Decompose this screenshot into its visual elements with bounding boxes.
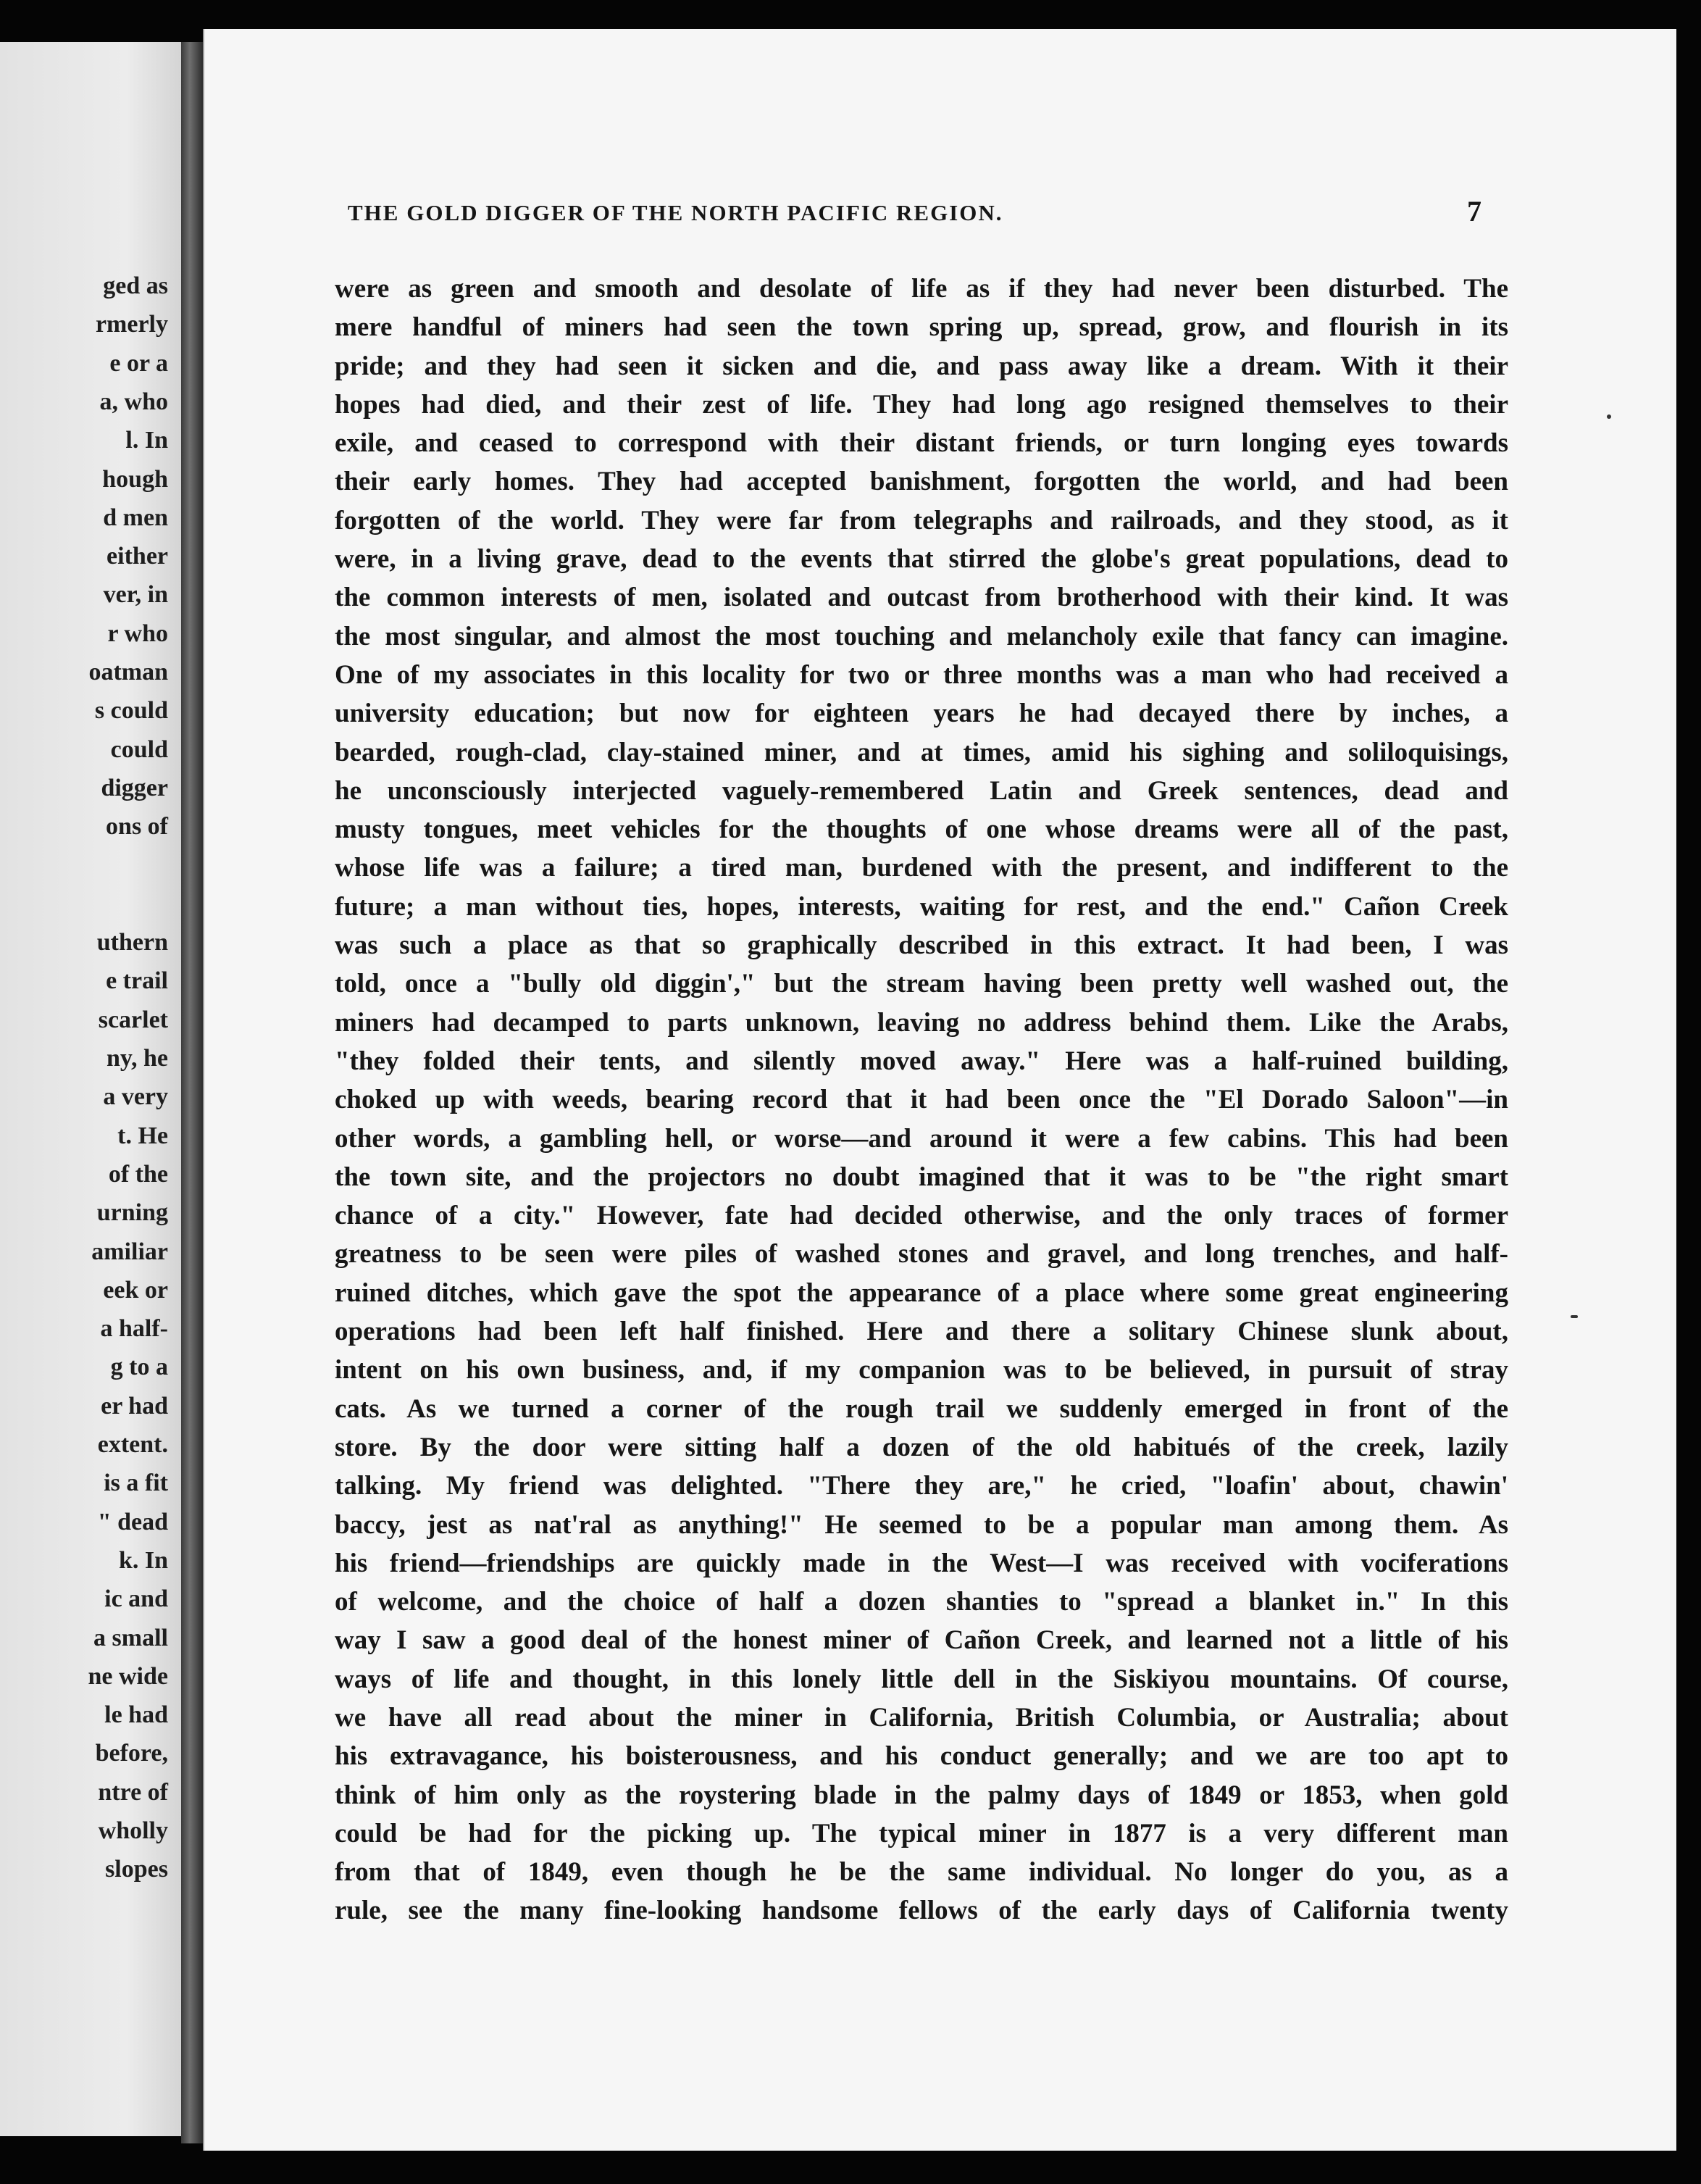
- scan-speck: [1571, 1315, 1578, 1318]
- text-line: his extravagance, his boisterousness, and his conduct generally; and we are too apt to: [335, 1741, 1508, 1772]
- text-line: of welcome, and the choice of half a dozen shanties to "spread a blanket in." In this: [335, 1587, 1508, 1617]
- facing-page-line: amiliar: [91, 1238, 168, 1265]
- text-line: his friend—friendships are quickly made in the West—I was received with vociferations: [335, 1548, 1508, 1578]
- text-line: greatness to be seen were piles of washed stones and gravel, and long trenches, and half-: [335, 1239, 1508, 1270]
- text-line: ways of life and thought, in this lonely little dell in the Siskiyou mountains. Of course,: [335, 1664, 1508, 1694]
- facing-page-line: e trail: [106, 967, 168, 995]
- facing-page-line: ny, he: [106, 1045, 168, 1072]
- facing-page-line: of the: [108, 1160, 168, 1188]
- text-line: ruined ditches, which gave the spot the appearance of a place where some great engineering: [335, 1278, 1508, 1308]
- facing-page-line: slopes: [105, 1856, 168, 1883]
- book-gutter: [181, 42, 203, 2143]
- facing-page-line: rmerly: [95, 311, 168, 338]
- text-line: bearded, rough-clad, clay-stained miner, and at times, amid his sighing and soliloquisings,: [335, 737, 1508, 767]
- text-line: way I saw a good deal of the honest miner of Cañon Creek, and learned not a little of his: [335, 1625, 1508, 1656]
- text-line: forgotten of the world. They were far from telegraphs and railroads, and they stood, as it: [335, 505, 1508, 535]
- text-line: the town site, and the projectors no doubt imagined that it was to be "the right smart: [335, 1162, 1508, 1192]
- text-line: could be had for the picking up. The typical miner in 1877 is a very different man: [335, 1818, 1508, 1849]
- facing-page-line: a very: [103, 1083, 168, 1111]
- text-line: "they folded their tents, and silently moved away." Here was a half-ruined building,: [335, 1046, 1508, 1076]
- text-line: mere handful of miners had seen the town spring up, spread, grow, and flourish in its: [335, 312, 1508, 343]
- facing-page-line: ntre of: [98, 1778, 168, 1806]
- running-header: THE GOLD DIGGER OF THE NORTH PACIFIC REGION.: [348, 200, 1003, 225]
- facing-page-line: " dead: [97, 1508, 168, 1535]
- facing-page-line: e or a: [109, 349, 168, 377]
- text-line: choked up with weeds, bearing record that it had been once the "El Dorado Saloon"—in: [335, 1085, 1508, 1115]
- page-number: 7: [1467, 195, 1481, 228]
- facing-page-line: is a fit: [104, 1470, 168, 1497]
- facing-page-line: k. In: [118, 1546, 168, 1574]
- facing-page-line: r who: [107, 620, 168, 647]
- text-line: chance of a city." However, fate had decided otherwise, and the only traces of former: [335, 1201, 1508, 1231]
- text-line: baccy, jest as nat'ral as anything!" He seemed to be a popular man among them. As: [335, 1509, 1508, 1540]
- text-line: intent on his own business, and, if my companion was to be believed, in pursuit of stray: [335, 1355, 1508, 1385]
- facing-page-line: d men: [103, 504, 168, 531]
- text-line: talking. My friend was delighted. "There they are," he cried, "loafin' about, chawin': [335, 1471, 1508, 1501]
- text-line: the most singular, and almost the most touching and melancholy exile that fancy can imagine.: [335, 621, 1508, 651]
- text-line: university education; but now for eighteen years he had decayed there by inches, a: [335, 699, 1508, 729]
- text-line: operations had been left half finished. Here and there a solitary Chinese slunk about,: [335, 1317, 1508, 1347]
- facing-page-line: s could: [94, 697, 168, 725]
- facing-page-line: either: [106, 543, 168, 570]
- text-line: he unconsciously interjected vaguely-remembered Latin and Greek sentences, dead and: [335, 775, 1508, 806]
- text-line: exile, and ceased to correspond with their distant friends, or turn longing eyes towards: [335, 428, 1508, 459]
- text-line: their early homes. They had accepted banishment, forgotten the world, and had been: [335, 467, 1508, 497]
- facing-page-line: l. In: [125, 427, 168, 454]
- facing-page-line: hough: [102, 465, 168, 493]
- text-line: think of him only as the roystering blade in the palmy days of 1849 or 1853, when gold: [335, 1780, 1508, 1810]
- facing-page-line: wholly: [98, 1817, 168, 1844]
- text-line: miners had decamped to parts unknown, leaving no address behind them. Like the Arabs,: [335, 1007, 1508, 1038]
- facing-page-line: ne wide: [88, 1662, 168, 1690]
- text-line: told, once a "bully old diggin'," but the stream having been pretty well washed out, the: [335, 969, 1508, 999]
- facing-page-line: before,: [95, 1740, 168, 1767]
- facing-page-line: could: [110, 735, 168, 763]
- facing-page-line: digger: [101, 774, 168, 801]
- text-line: from that of 1849, even though he be the same individual. No longer do you, as a: [335, 1857, 1508, 1888]
- facing-page-line: eek or: [103, 1276, 168, 1304]
- text-line: we have all read about the miner in California, British Columbia, or Australia; about: [335, 1702, 1508, 1733]
- facing-page-line: a half-: [100, 1315, 168, 1343]
- facing-page-line: ver, in: [103, 581, 168, 609]
- text-line: future; a man without ties, hopes, interests, waiting for rest, and the end." Cañon Creek: [335, 891, 1508, 922]
- facing-page-line: ons of: [106, 813, 168, 841]
- text-line: cats. As we turned a corner of the rough trail we suddenly emerged in front of the: [335, 1393, 1508, 1424]
- text-line: store. By the door were sitting half a dozen of the old habitués of the creek, lazily: [335, 1432, 1508, 1462]
- text-line: One of my associates in this locality for two or three months was a man who had received a: [335, 659, 1508, 690]
- text-line: musty tongues, meet vehicles for the thoughts of one whose dreams were all of the past,: [335, 814, 1508, 845]
- facing-page-line: er had: [101, 1392, 168, 1420]
- facing-page-line: uthern: [96, 929, 168, 956]
- facing-page-line: a, who: [99, 388, 168, 415]
- text-line: rule, see the many fine-looking handsome fellows of the early days of California twenty: [335, 1896, 1508, 1926]
- text-line: the common interests of men, isolated and outcast from brotherhood with their kind. It was: [335, 583, 1508, 613]
- facing-page-line: g to a: [110, 1354, 168, 1381]
- text-line: pride; and they had seen it sicken and die, and pass away like a dream. With it their: [335, 351, 1508, 381]
- facing-page-line: ged as: [103, 272, 168, 299]
- facing-page-line: a small: [93, 1624, 168, 1651]
- text-line: were as green and smooth and desolate of life as if they had never been disturbed. The: [335, 274, 1508, 304]
- facing-page-line: extent.: [97, 1431, 168, 1458]
- text-line: other words, a gambling hell, or worse—and around it were a few cabins. This had been: [335, 1123, 1508, 1154]
- body-text: [335, 270, 1508, 1930]
- text-line: were, in a living grave, dead to the events that stirred the globe's great populations, dead to: [335, 544, 1508, 575]
- facing-page-line: urning: [96, 1199, 168, 1227]
- facing-page-line: le had: [104, 1701, 168, 1729]
- facing-page-line: ic and: [104, 1585, 168, 1613]
- text-line: whose life was a failure; a tired man, burdened with the present, and indifferent to the: [335, 853, 1508, 883]
- facing-page-line: oatman: [88, 659, 168, 685]
- facing-page-line: t. He: [117, 1122, 168, 1149]
- facing-page-fragment: [0, 42, 181, 2136]
- scan-speck: [1607, 414, 1611, 419]
- text-line: was such a place as that so graphically described in this extract. It had been, I was: [335, 930, 1508, 961]
- facing-page-line: scarlet: [98, 1006, 168, 1033]
- text-line: hopes had died, and their zest of life. They had long ago resigned themselves to their: [335, 389, 1508, 420]
